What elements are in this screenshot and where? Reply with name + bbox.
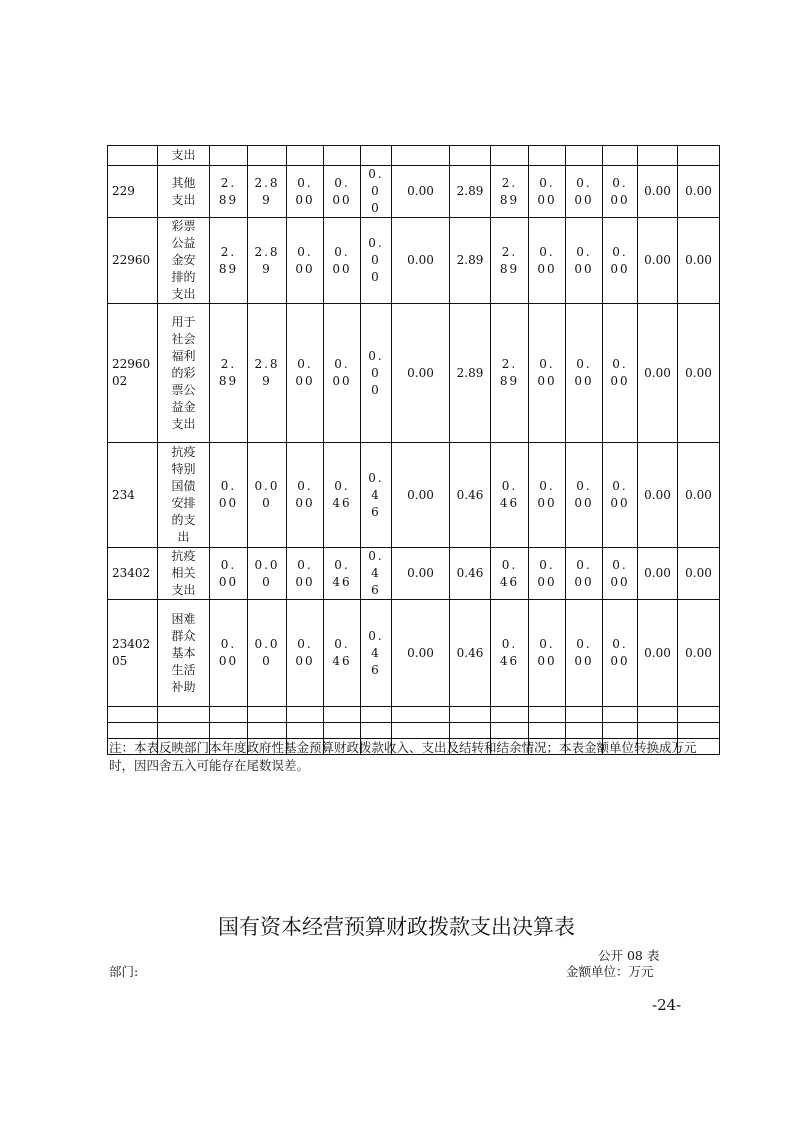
amount-cell: 0.00 — [638, 600, 678, 707]
row-name: 抗疫相关支出 — [158, 548, 210, 600]
amount-cell: 0.00 — [392, 443, 450, 548]
row-code: 23402 — [108, 548, 158, 600]
amount-cell — [392, 146, 450, 166]
amount-cell: 0.46 — [450, 600, 491, 707]
amount-cell — [491, 707, 529, 723]
amount-cell — [392, 707, 450, 723]
amount-cell: 0.00 — [678, 600, 720, 707]
amount-cell: 0.00 — [287, 443, 324, 548]
amount-cell — [603, 146, 638, 166]
amount-cell: 0.00 — [603, 304, 638, 443]
amount-cell: 0.00 — [678, 304, 720, 443]
row-name: 抗疫特别国债安排的支出 — [158, 443, 210, 548]
amount-cell: 0.00 — [603, 600, 638, 707]
amount-cell: 0.00 — [248, 600, 287, 707]
row-code — [108, 707, 158, 723]
amount-cell — [361, 146, 392, 166]
row-code: 229 — [108, 166, 158, 218]
amount-cell — [210, 707, 248, 723]
amount-cell — [287, 707, 324, 723]
amount-cell: 2.89 — [450, 218, 491, 304]
row-name: 困难群众基本生活补助 — [158, 600, 210, 707]
amount-cell — [529, 146, 566, 166]
amount-cell — [491, 146, 529, 166]
amount-cell: 2.89 — [210, 304, 248, 443]
amount-cell — [248, 723, 287, 739]
amount-cell — [603, 707, 638, 723]
amount-cell — [638, 707, 678, 723]
amount-cell: 0.00 — [287, 166, 324, 218]
amount-cell: 2.89 — [491, 218, 529, 304]
amount-cell — [324, 707, 361, 723]
amount-cell: 0.00 — [361, 166, 392, 218]
amount-cell: 2.89 — [450, 304, 491, 443]
amount-cell: 2.89 — [210, 166, 248, 218]
amount-cell: 0.00 — [392, 600, 450, 707]
table-row — [108, 218, 720, 304]
amount-cell: 2.89 — [210, 218, 248, 304]
row-code: 2340205 — [108, 600, 158, 707]
table-row — [108, 146, 720, 166]
table-row — [108, 723, 720, 739]
amount-cell — [678, 723, 720, 739]
amount-cell — [361, 723, 392, 739]
amount-cell: 0.00 — [566, 304, 603, 443]
amount-cell — [566, 146, 603, 166]
row-code: 234 — [108, 443, 158, 548]
amount-cell: 0.00 — [603, 443, 638, 548]
amount-cell — [678, 146, 720, 166]
amount-cell: 2.89 — [248, 218, 287, 304]
amount-cell: 0.46 — [491, 443, 529, 548]
amount-cell — [450, 723, 491, 739]
amount-cell: 0.00 — [638, 548, 678, 600]
amount-cell: 0.00 — [638, 218, 678, 304]
amount-cell: 2.89 — [450, 166, 491, 218]
page-number: -24- — [652, 996, 682, 1014]
table-note: 注：本表反映部门本年度政府性基金预算财政拨款收入、支出及结转和结余情况；本表金额单位转换成万元时，因四舍五入可能存在尾数误差。 — [109, 740, 697, 773]
row-code: 22960 — [108, 218, 158, 304]
amount-cell: 0.00 — [210, 443, 248, 548]
amount-cell: 0.00 — [324, 218, 361, 304]
amount-cell — [529, 707, 566, 723]
department-label: 部门: — [109, 964, 139, 979]
amount-cell: 0.00 — [392, 166, 450, 218]
amount-cell: 0.00 — [678, 548, 720, 600]
amount-cell: 0.00 — [361, 304, 392, 443]
row-code — [108, 146, 158, 166]
amount-cell — [450, 146, 491, 166]
fund-budget-table — [107, 145, 720, 755]
amount-cell: 0.00 — [287, 600, 324, 707]
amount-cell: 0.46 — [450, 443, 491, 548]
amount-cell: 0.46 — [361, 548, 392, 600]
amount-cell: 0.00 — [529, 548, 566, 600]
amount-cell: 0.00 — [210, 548, 248, 600]
amount-cell: 0.46 — [324, 443, 361, 548]
amount-cell: 0.00 — [287, 304, 324, 443]
amount-cell: 0.00 — [638, 304, 678, 443]
amount-cell: 2.89 — [248, 304, 287, 443]
amount-cell: 0.46 — [491, 600, 529, 707]
amount-cell: 0.00 — [248, 443, 287, 548]
row-name — [158, 707, 210, 723]
amount-cell: 0.46 — [491, 548, 529, 600]
amount-cell: 0.00 — [287, 218, 324, 304]
amount-cell — [529, 723, 566, 739]
row-name: 其他支出 — [158, 166, 210, 218]
table-row — [108, 707, 720, 723]
row-code — [108, 723, 158, 739]
table-row — [108, 304, 720, 443]
amount-cell: 0.00 — [603, 548, 638, 600]
amount-cell: 0.00 — [566, 218, 603, 304]
row-code: 2296002 — [108, 304, 158, 443]
amount-cell — [287, 146, 324, 166]
amount-cell — [210, 723, 248, 739]
amount-cell: 0.00 — [529, 443, 566, 548]
amount-cell — [392, 723, 450, 739]
amount-cell — [324, 723, 361, 739]
amount-cell: 0.00 — [324, 166, 361, 218]
amount-cell: 0.00 — [248, 548, 287, 600]
row-name — [158, 723, 210, 739]
table-row — [108, 548, 720, 600]
next-table-title: 国有资本经营预算财政拨款支出决算表 — [218, 915, 575, 939]
amount-cell — [566, 723, 603, 739]
amount-cell: 0.00 — [638, 166, 678, 218]
amount-cell: 0.00 — [529, 304, 566, 443]
form-number: 公开 08 表 — [598, 948, 660, 963]
amount-cell — [210, 146, 248, 166]
amount-cell: 0.00 — [287, 548, 324, 600]
amount-cell: 0.46 — [450, 548, 491, 600]
amount-cell: 0.00 — [324, 304, 361, 443]
amount-cell — [248, 146, 287, 166]
amount-cell: 0.00 — [603, 218, 638, 304]
table-row — [108, 600, 720, 707]
amount-cell: 2.89 — [491, 166, 529, 218]
row-name: 用于社会福利的彩票公益金支出 — [158, 304, 210, 443]
amount-cell: 0.00 — [678, 166, 720, 218]
amount-cell: 0.00 — [529, 600, 566, 707]
amount-cell: 2.89 — [248, 166, 287, 218]
amount-cell: 0.46 — [324, 548, 361, 600]
amount-cell — [248, 707, 287, 723]
amount-cell — [324, 146, 361, 166]
amount-cell: 0.00 — [566, 443, 603, 548]
unit-label: 金额单位：万元 — [566, 964, 654, 979]
row-name: 支出 — [158, 146, 210, 166]
amount-cell — [638, 146, 678, 166]
amount-cell — [491, 723, 529, 739]
row-name: 彩票公益金安排的支出 — [158, 218, 210, 304]
table-row — [108, 443, 720, 548]
amount-cell: 0.46 — [324, 600, 361, 707]
amount-cell: 0.00 — [361, 218, 392, 304]
amount-cell: 0.00 — [392, 304, 450, 443]
amount-cell: 0.00 — [392, 548, 450, 600]
amount-cell: 0.00 — [566, 166, 603, 218]
amount-cell — [678, 707, 720, 723]
amount-cell — [603, 723, 638, 739]
amount-cell — [450, 707, 491, 723]
amount-cell: 0.00 — [678, 443, 720, 548]
amount-cell: 0.46 — [361, 600, 392, 707]
amount-cell: 0.00 — [392, 218, 450, 304]
amount-cell: 0.00 — [566, 600, 603, 707]
amount-cell — [566, 707, 603, 723]
amount-cell: 0.00 — [566, 548, 603, 600]
amount-cell — [361, 707, 392, 723]
amount-cell: 0.00 — [210, 600, 248, 707]
amount-cell: 0.00 — [678, 218, 720, 304]
amount-cell: 0.46 — [361, 443, 392, 548]
amount-cell: 0.00 — [603, 166, 638, 218]
amount-cell: 0.00 — [529, 166, 566, 218]
amount-cell: 0.00 — [529, 218, 566, 304]
amount-cell: 2.89 — [491, 304, 529, 443]
amount-cell — [638, 723, 678, 739]
amount-cell — [287, 723, 324, 739]
table-row — [108, 166, 720, 218]
amount-cell: 0.00 — [638, 443, 678, 548]
